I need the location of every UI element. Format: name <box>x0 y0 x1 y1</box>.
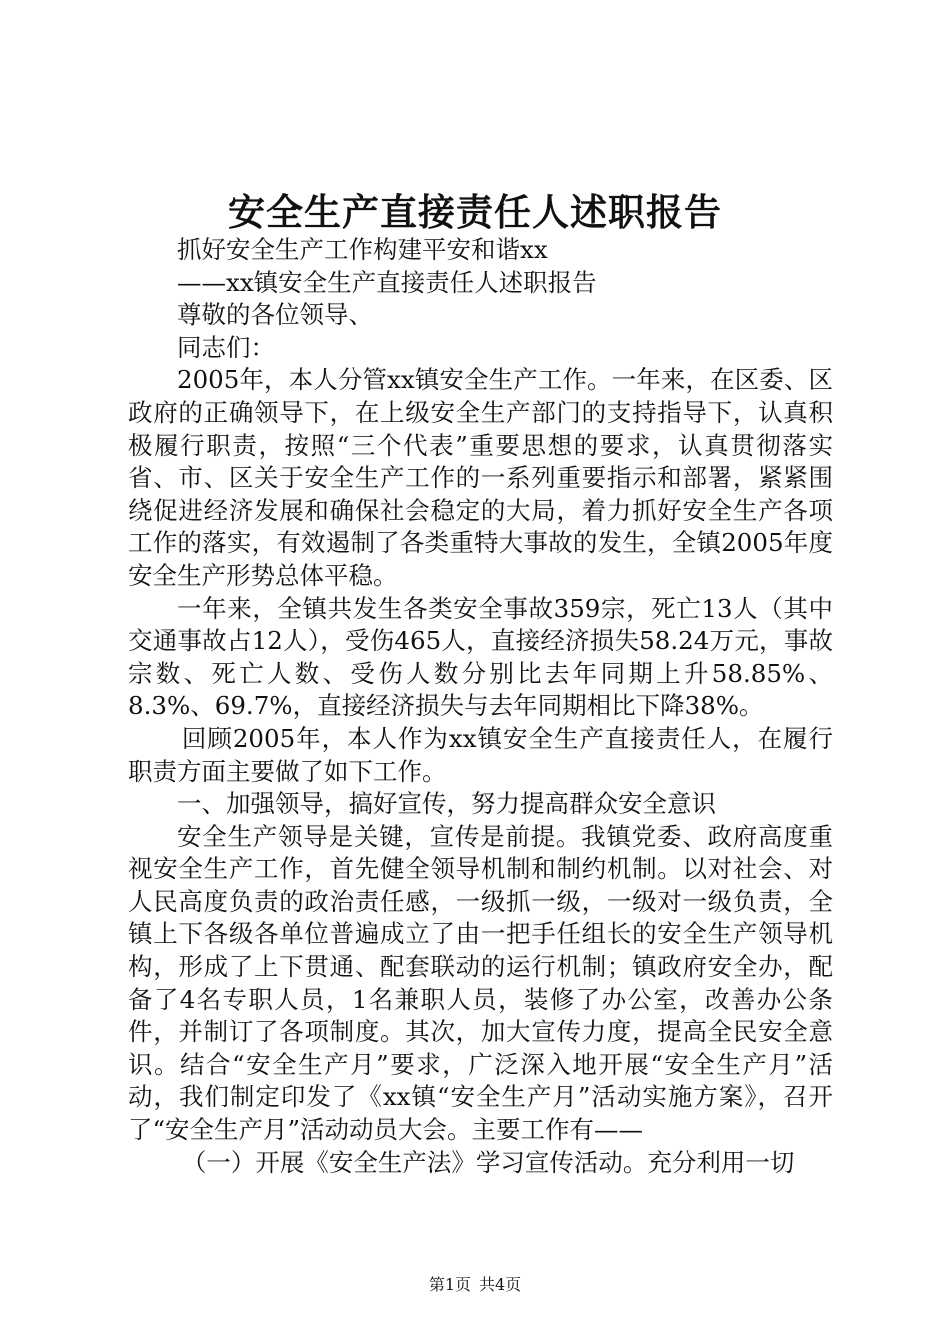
page-number: 第1页 <box>428 1275 471 1294</box>
document-title: 安全生产直接责任人述职报告 <box>228 190 722 234</box>
body-paragraph: 安全生产领导是关键，宣传是前提。我镇党委、政府高度重视安全生产工作，首先健全领导机制和制约机制。以对社会、对人民高度负责的政治责任感，一级抓一级，一级对一级负责，全镇上下各级各单位普遍成立了由一把手任组长的安全生产领导机构，形成了上下贯通、配套联动的运行机制；镇政府安全办，配备了4名专职人员，1名兼职人员，装修了办公室，改善办公条件，并制订了各项制度。其次，加大宣传力度，提高全民安全意识。结合“安全生产月”要求，广泛深入地开展“安全生产月”活动，我们制定印发了《xx镇“安全生产月”活动实施方案》，召开了“安全生产月”活动动员大会。主要工作有—— <box>128 821 833 1145</box>
section-heading: 一、加强领导，搞好宣传，努力提高群众安全意识 <box>177 789 716 819</box>
page-footer <box>0 1272 950 1295</box>
salutation-line: 尊敬的各位领导、 <box>177 300 373 330</box>
salutation-line-2: 同志们： <box>177 332 275 362</box>
body-paragraph: 2005年，本人分管xx镇安全生产工作。一年来，在区委、区政府的正确领导下，在上级安全生产部门的支持指导下，认真积极履行职责，按照“三个代表”重要思想的要求，认真贯彻落实省、市、区关于安全生产工作的一系列重要指示和部署，紧紧围绕促进经济发展和确保社会稳定的大局，着力抓好安全生产各项工作的落实，有效遏制了各类重特大事故的发生，全镇2005年度安全生产形势总体平稳。 <box>128 365 833 590</box>
page-total: 共4页 <box>479 1275 522 1294</box>
body-paragraph: （一）开展《安全生产法》学习宣传活动。充分利用一切 <box>181 1147 795 1177</box>
body-paragraph: 一年来，全镇共发生各类安全事故359宗，死亡13人（其中交通事故占12人），受伤465人，直接经济损失58.24万元，事故宗数、死亡人数、受伤人数分别比去年同期上升58.85%、8.3%、69.7%，直接经济损失与去年同期相比下降38%。 <box>128 593 833 721</box>
subtitle-line-2: ——xx镇安全生产直接责任人述职报告 <box>177 267 597 297</box>
body-paragraph: 回顾2005年，本人作为xx镇安全生产直接责任人，在履行职责方面主要做了如下工作。 <box>128 723 833 786</box>
subtitle-line: 抓好安全生产工作构建平安和谐xx <box>177 235 548 264</box>
document-body <box>128 234 833 1179</box>
